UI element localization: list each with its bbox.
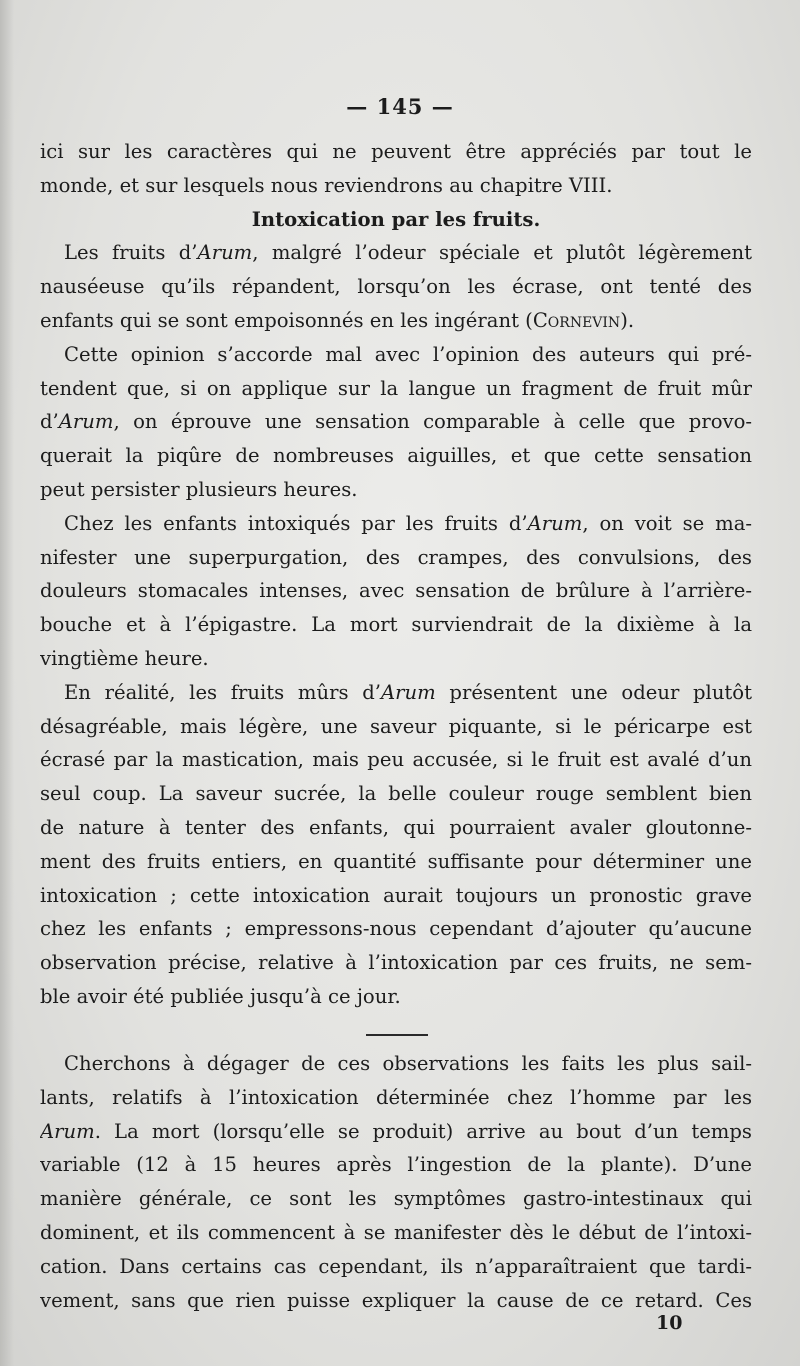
text-line: peut persister plusieurs heures. — [40, 477, 358, 501]
text-line: dominent, et ils commencent à se manifester dès le début de l’intoxi- — [40, 1220, 752, 1244]
text-line: vement, sans que rien puisse expliquer la cause de ce retard. Ces — [40, 1288, 752, 1312]
text-line: ici sur les caractères qui ne peuvent être appréciés par tout le — [40, 140, 752, 163]
text-line: bouche et à l’épigastre. La mort surviendrait de la dixième à la — [40, 613, 752, 637]
page-number: — 145 — — [346, 94, 454, 119]
text-line: En réalité, les fruits mûrs d’Arum présentent une odeur plutôt — [64, 680, 752, 704]
text-line: Les fruits d’Arum, malgré l’odeur spéciale et plutôt légèrement — [64, 241, 752, 265]
text-line: querait la piqûre de nombreuses aiguilles, et que cette sensation — [40, 444, 752, 468]
text-line: écrasé par la mastication, mais peu accusée, si le fruit est avalé d’un — [40, 748, 752, 772]
text-line: Chez les enfants intoxiqués par les fruits d’Arum, on voit se ma- — [64, 511, 752, 535]
text-line: enfants qui se sont empoisonnés en les ingérant (Cornevin). — [40, 308, 635, 332]
page-edge-shadow — [0, 0, 14, 1366]
text-line: vingtième heure. — [40, 646, 209, 670]
text-line: Cette opinion s’accorde mal avec l’opinion des auteurs qui pré- — [64, 342, 752, 366]
text-line: seul coup. La saveur sucrée, la belle couleur rouge semblent bien — [40, 782, 752, 806]
text-line: monde, et sur lesquels nous reviendrons au chapitre VIII. — [40, 173, 613, 197]
text-line: d’Arum, on éprouve une sensation comparable à celle que provo- — [40, 410, 752, 434]
paragraph-continuation — [40, 135, 752, 1014]
section-title: Intoxication par les fruits. — [251, 207, 541, 231]
text-line: observation précise, relative à l’intoxication par ces fruits, ne sem- — [40, 951, 752, 975]
text-line: désagréable, mais légère, une saveur piquante, si le péricarpe est — [40, 714, 752, 738]
text-line: tendent que, si on applique sur la langue un fragment de fruit mûr — [40, 376, 752, 400]
text-line: cation. Dans certains cas cependant, ils n’apparaîtraient que tardi- — [40, 1254, 752, 1278]
text-line: douleurs stomacales intenses, avec sensation de brûlure à l’arrière- — [40, 579, 752, 603]
paragraph-summary — [40, 1047, 752, 1317]
text-line: chez les enfants ; empressons-nous cependant d’ajouter qu’aucune — [40, 917, 752, 941]
text-line: nauséeuse qu’ils répandent, lorsqu’on les écrase, ont tenté des — [40, 275, 752, 299]
text-line: de nature à tenter des enfants, qui pourraient avaler gloutonne- — [40, 815, 752, 839]
text-line: manière générale, ce sont les symptômes gastro-intestinaux qui — [40, 1187, 752, 1211]
text-line: lants, relatifs à l’intoxication déterminée chez l’homme par les — [40, 1085, 752, 1109]
text-line: nifester une superpurgation, des crampes, des convulsions, des — [40, 545, 752, 569]
text-line: variable (12 à 15 heures après l’ingestion de la plante). D’une — [40, 1153, 752, 1177]
text-line: Arum. La mort (lorsqu’elle se produit) arrive au bout d’un temps — [40, 1119, 752, 1143]
text-line: ment des fruits entiers, en quantité suffisante pour déterminer une — [40, 849, 752, 873]
signature-mark: 10 — [656, 1312, 683, 1334]
text-line: Cherchons à dégager de ces observations les faits les plus sail- — [64, 1052, 752, 1075]
section-divider — [366, 1034, 428, 1036]
text-line: ble avoir été publiée jusqu’à ce jour. — [40, 984, 401, 1008]
text-line: intoxication ; cette intoxication aurait toujours un pronostic grave — [40, 883, 752, 907]
